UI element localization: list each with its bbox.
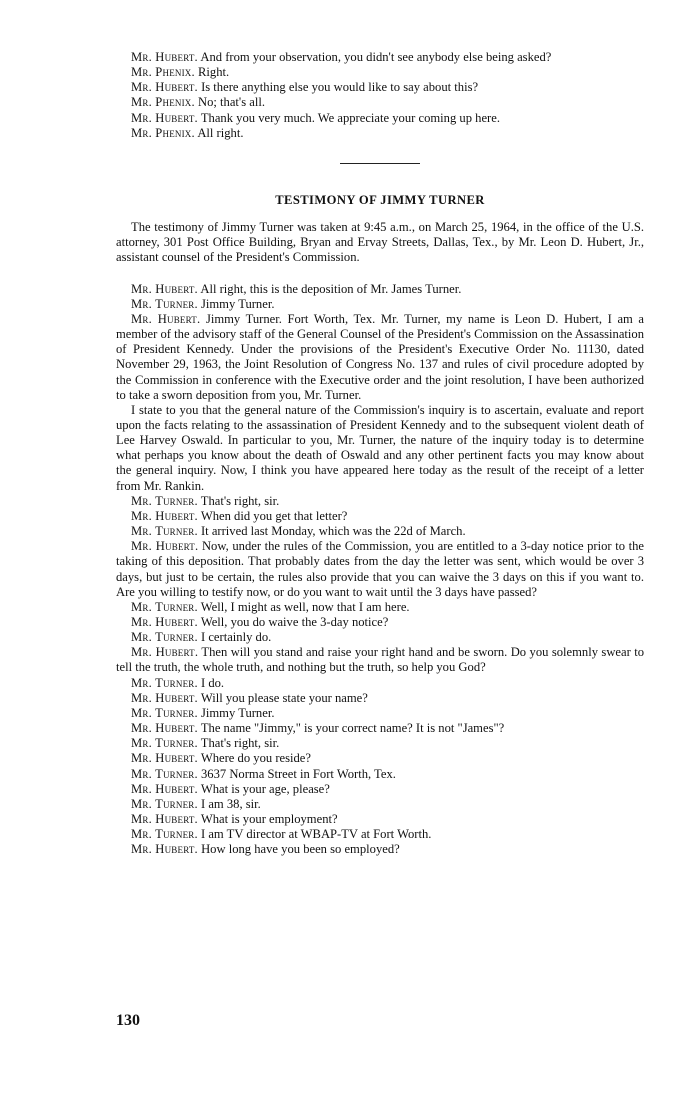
speaker: Mr. Turner.	[131, 827, 198, 842]
dialogue-line	[116, 126, 644, 141]
speaker: Mr. Hubert.	[131, 842, 198, 857]
dialogue-line	[116, 65, 644, 80]
utterance: I certainly do.	[200, 630, 272, 645]
utterance: That's right, sir.	[200, 736, 280, 751]
speaker: Mr. Hubert.	[131, 812, 198, 827]
utterance: Right.	[198, 65, 230, 80]
dialogue-line	[116, 721, 644, 736]
dialogue-line	[116, 842, 644, 857]
dialogue-line	[116, 615, 644, 630]
speaker: Mr. Turner.	[131, 493, 198, 508]
utterance: Jimmy Turner. Fort Worth, Tex. Mr. Turner, my name is Leon D. Hubert, I am a member of the advisory staff of the General Counsel of the President's Commission on the Assassination of President Kennedy. Under the provisions of the President's Executive Order No. 11130, dated November 29, 1963, the Joint Resolution of Congress No. 137 and rules of civil procedure adopted by the Commission in conference with the Executive order and the joint resolution, I have been authorized to take a sworn deposition from you, Mr. Turner.	[116, 311, 645, 402]
dialogue-line	[116, 50, 644, 65]
utterance: The name "Jimmy," is your correct name? It is not "James"?	[200, 721, 505, 736]
utterance: I state to you that the general nature of the Commission's inquiry is to ascertain, evaluate and report upon the facts relating to the assassination of President Kennedy and to the subsequent violent death of Lee Harvey Oswald. In particular to you, Mr. Turner, the nature of the inquiry today is to determine what perhaps you know about the death of Oswald and any other pertinent facts you may know about the general inquiry. Now, I think you have appeared here today as the result of the receipt of a letter from Mr. Rankin.	[116, 402, 644, 493]
dialogue-line	[116, 111, 644, 126]
speaker: Mr. Turner.	[131, 524, 198, 539]
dialogue-line	[116, 751, 644, 766]
speaker: Mr. Hubert.	[131, 721, 198, 736]
dialogue-line	[116, 691, 644, 706]
utterance: And from your observation, you didn't see anybody else being asked?	[200, 50, 552, 64]
dialogue-line	[116, 282, 644, 297]
dialogue-line	[116, 645, 644, 675]
utterance: Thank you very much. We appreciate your coming up here.	[200, 110, 500, 125]
speaker: Mr. Hubert.	[131, 50, 198, 64]
utterance: Will you please state your name?	[200, 690, 368, 705]
utterance: No; that's all.	[198, 95, 265, 110]
dialogue-line	[116, 80, 644, 95]
utterance: Is there anything else you would like to say about this?	[201, 80, 479, 95]
utterance: I do.	[200, 675, 225, 690]
utterance: Well, you do waive the 3-day notice?	[200, 615, 389, 629]
utterance: It arrived last Monday, which was the 22d of March.	[200, 524, 466, 539]
dialogue-line	[116, 539, 644, 600]
dialogue-line	[116, 706, 644, 721]
speaker: Mr. Turner.	[131, 766, 198, 781]
speaker: Mr. Hubert.	[131, 781, 198, 796]
speaker: Mr. Hubert.	[131, 508, 198, 523]
utterance: What is your age, please?	[200, 781, 330, 796]
dialogue-line	[116, 494, 644, 509]
dialogue-line	[116, 600, 644, 615]
speaker: Mr. Hubert.	[131, 80, 198, 95]
speaker: Mr. Turner.	[131, 296, 198, 311]
speaker: Mr. Turner.	[131, 675, 198, 690]
utterance: When did you get that letter?	[200, 508, 348, 523]
utterance: Now, under the rules of the Commission, you are entitled to a 3-day notice prior to the taking of this deposition. That probably dates from the day the letter was sent, which would be over 3 days, but just to be certain, the rules also provide that you can waive the 3 days on this if you want to. Are you willing to testify now, or do you want to wait until the 3 days have passed?	[116, 539, 644, 599]
speaker: Mr. Hubert.	[131, 110, 198, 125]
dialogue-line	[116, 767, 644, 782]
dialogue-line	[116, 782, 644, 797]
dialogue-line	[116, 812, 644, 827]
dialogue-line	[116, 676, 644, 691]
speaker: Mr. Phenix.	[131, 125, 195, 140]
utterance: Then will you stand and raise your right hand and be sworn. Do you solemnly swear to tell the truth, the whole truth, and nothing but the truth, so help you God?	[116, 645, 645, 675]
speaker: Mr. Turner.	[131, 599, 198, 614]
section-divider	[340, 163, 420, 164]
speaker: Mr. Phenix.	[131, 65, 195, 80]
utterance: 3637 Norma Street in Fort Worth, Tex.	[200, 766, 396, 781]
utterance: That's right, sir.	[200, 493, 280, 508]
utterance: Well, I might as well, now that I am here.	[200, 599, 410, 614]
dialogue-line	[116, 630, 644, 645]
dialogue-line	[116, 509, 644, 524]
utterance: How long have you been so employed?	[201, 842, 400, 857]
utterance: I am TV director at WBAP-TV at Fort Worth.	[200, 827, 432, 842]
dialogue-line	[116, 524, 644, 539]
utterance: I am 38, sir.	[200, 796, 261, 811]
dialogue-line	[116, 736, 644, 751]
utterance: Where do you reside?	[200, 751, 311, 766]
prior-testimony	[116, 50, 644, 141]
section-heading: TESTIMONY OF JIMMY TURNER	[275, 192, 485, 207]
dialogue-line	[116, 297, 644, 312]
utterance: Jimmy Turner.	[200, 296, 275, 311]
intro-paragraph: The testimony of Jimmy Turner was taken at 9:45 a.m., on March 25, 1964, in the office of the U.S. attorney, 301 Post Office Building, Bryan and Ervay Streets, Dallas, Tex., by Mr. Leon D. Hubert, Jr., assistant counsel of the President's Commission.	[116, 220, 644, 265]
utterance: What is your employment?	[200, 812, 338, 827]
speaker: Mr. Hubert.	[131, 690, 198, 705]
speaker: Mr. Phenix.	[131, 95, 195, 110]
speaker: Mr. Hubert.	[131, 281, 198, 296]
dialogue-line	[116, 95, 644, 110]
testimony-dialogue	[116, 282, 644, 858]
page-number: 130	[116, 1012, 140, 1029]
dialogue-line	[116, 403, 644, 494]
speaker: Mr. Hubert.	[131, 615, 198, 629]
speaker: Mr. Turner.	[131, 705, 198, 720]
dialogue-line	[116, 797, 644, 812]
speaker: Mr. Hubert.	[131, 539, 199, 554]
dialogue-line	[116, 827, 644, 842]
speaker: Mr. Hubert.	[131, 311, 201, 326]
dialogue-line	[116, 312, 644, 403]
speaker: Mr. Turner.	[131, 630, 198, 645]
speaker: Mr. Turner.	[131, 796, 198, 811]
utterance: All right, this is the deposition of Mr. James Turner.	[200, 281, 462, 296]
utterance: Jimmy Turner.	[200, 705, 275, 720]
speaker: Mr. Hubert.	[131, 751, 198, 766]
speaker: Mr. Turner.	[131, 736, 198, 751]
utterance: All right.	[197, 125, 244, 140]
document-page	[116, 50, 644, 858]
speaker: Mr. Hubert.	[131, 645, 199, 660]
